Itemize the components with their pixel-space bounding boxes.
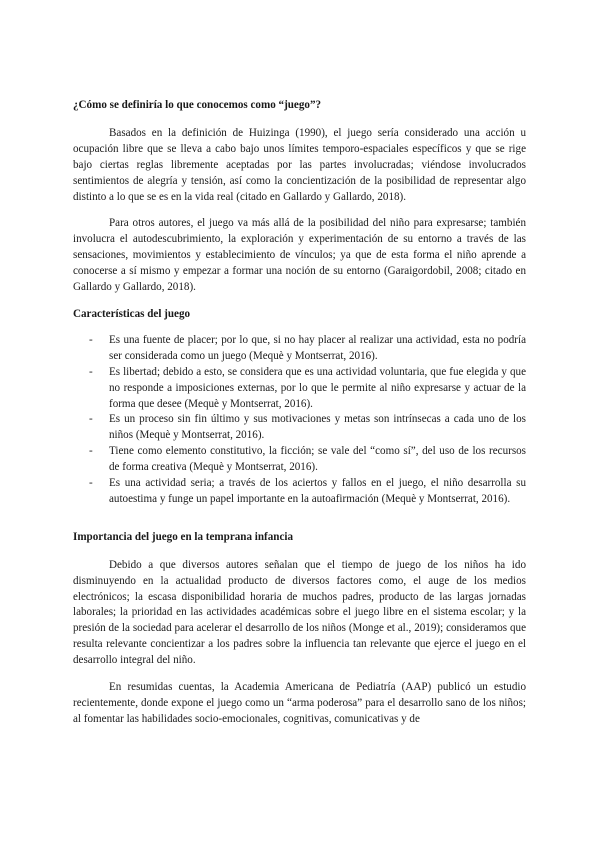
list-item-text: Es un proceso sin fin último y sus motivaciones y metas son intrínsecas a cada uno de los niños (Mequè y Montserrat, 2016).	[109, 413, 526, 442]
list-item	[73, 365, 526, 413]
paragraph-play-time-decline: Debido a que diversos autores señalan que el tiempo de juego de los niños ha ido disminuyendo en la actualidad producto de diversos factores como, el auge de los medios electrónicos; la escasa disponibilidad horaria de muchos padres, producto de las largas jornadas laborales; la prioridad en las actividades académicas sobre el juego libre en el sistema escolar; y la presión de la sociedad para acelerar el desarrollo de los niños (Monge et al., 2019); consideramos que resulta relevante concientizar a los padres sobre la influencia tan relevante que ejerce el juego en el desarrollo integral del niño.	[73, 558, 526, 667]
characteristics-list	[73, 333, 526, 508]
list-item	[73, 412, 526, 444]
list-item-text: Es una actividad seria; a través de los aciertos y fallos en el juego, el niño desarrolla su autoestima y funge un papel importante en la autoafirmación (Mequè y Montserrat, 2016).	[109, 477, 526, 505]
bullet-marker: -	[89, 445, 93, 458]
section-heading-importance: Importancia del juego en la temprana infancia	[73, 530, 294, 543]
list-item	[73, 333, 526, 365]
section-heading-characteristics: Características del juego	[73, 307, 191, 320]
paragraph-aap-study: En resumidas cuentas, la Academia Americana de Pediatría (AAP) publicó un estudio recientemente, donde expone el juego como un “arma poderosa” para el desarrollo sano de los niños; al fomentar las habilidades socio-emocionales, cognitivas, comunicativas y de	[73, 681, 526, 725]
section-heading-definition: ¿Cómo se definiría lo que conocemos como “juego”?	[73, 99, 322, 111]
list-item-text: Tiene como elemento constitutivo, la ficción; se vale del “como sí”, del uso de los recursos de forma creativa (Mequè y Montserrat, 2016).	[109, 445, 526, 474]
list-item-text: Es libertad; debido a esto, se considera que es una actividad voluntaria, que fue elegida y que no responde a imposiciones externas, por lo que le permite al niño expresarse y actuar de la forma que desee (Mequè y Montserrat, 2016).	[109, 365, 526, 410]
list-item	[73, 444, 526, 476]
document-page	[73, 98, 526, 728]
bullet-marker: -	[89, 477, 93, 490]
list-item-text: Es una fuente de placer; por lo que, si no hay placer al realizar una actividad, esta no podría ser considerada como un juego (Mequè y Montserrat, 2016).	[109, 333, 526, 362]
paragraph-other-authors: Para otros autores, el juego va más allá de la posibilidad del niño para expresarse; también involucra el autodescubrimiento, la exploración y experimentación de su entorno a través de las sensaciones, movimientos y establecimiento de vínculos; ya que de esta forma el niño aprende a conocerse a sí mismo y empezar a formar una noción de su entorno (Garaigordobil, 2008; citado en Gallardo y Gallardo, 2018).	[73, 217, 526, 294]
list-item	[73, 476, 526, 508]
bullet-marker: -	[89, 413, 93, 426]
bullet-marker: -	[89, 333, 93, 346]
paragraph-huizinga-definition: Basados en la definición de Huizinga (1990), el juego sería considerado una acción u ocupación libre que se lleva a cabo bajo unos límites temporo-espaciales específicos y que se rige bajo ciertas reglas libremente aceptadas por las partes involucradas; viéndose involucrados sentimientos de alegría y tensión, así como la concientización de la posibilidad de representar algo distinto a lo que se es en la vida real (citado en Gallardo y Gallardo, 2018).	[73, 126, 526, 203]
bullet-marker: -	[89, 365, 93, 378]
